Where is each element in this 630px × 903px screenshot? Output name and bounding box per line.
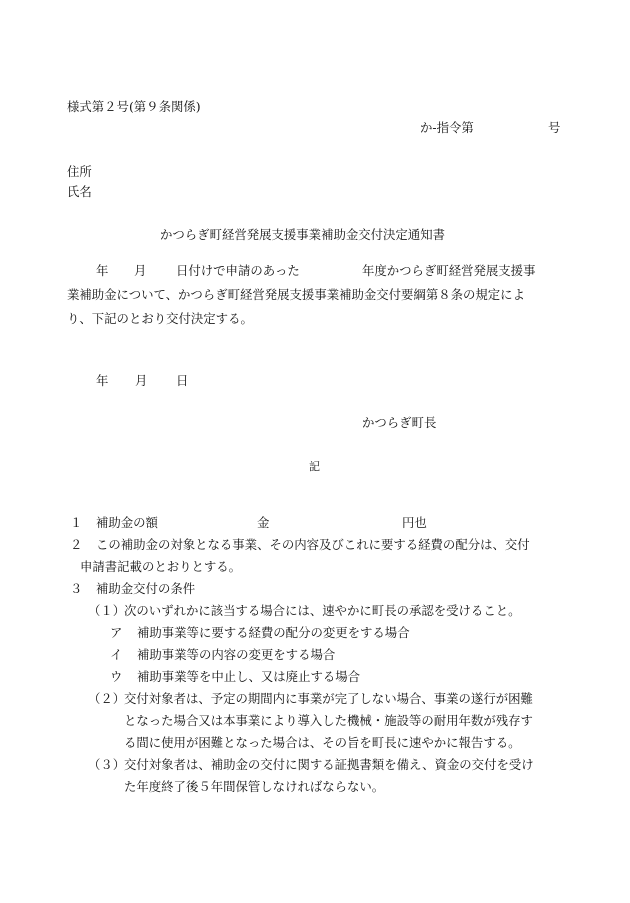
item1-label: 補助金の額 (96, 515, 158, 530)
form-label: 様式第２号(第９条関係) (67, 99, 201, 114)
sub1-i-number: イ (110, 647, 123, 662)
sub3-line-2: た年度終了後５年間保管しなければならない。 (124, 779, 385, 794)
document-title: かつらぎ町経営発展支援事業補助金交付決定通知書 (160, 227, 445, 242)
item3-number: ３ (70, 581, 83, 596)
body-line-2: 業補助金について、かつらぎ町経営発展支援事業補助金交付要綱第８条の規定によ (67, 287, 525, 302)
ki-mark: 記 (309, 460, 320, 473)
sub2-line-2: となった場合又は本事業により導入した機械・施設等の耐用年数が残存す (124, 713, 533, 728)
sub1-u-text: 補助事業等を中止し、又は廃止する場合 (137, 669, 361, 684)
issuer: かつらぎ町長 (362, 415, 437, 430)
address-label: 住所 (67, 164, 92, 179)
sub3-number: （３） (88, 757, 126, 772)
body-line-3: り、下記のとおり交付決定する。 (67, 311, 253, 326)
item1-number: １ (70, 515, 83, 530)
sub1-u-number: ウ (110, 669, 123, 684)
sub2-number: （２） (88, 691, 126, 706)
directive-number-prefix: か-指令第 (420, 120, 474, 135)
sub2-line-1: 交付対象者は、予定の期間内に事業が完了しない場合、事業の遂行が困難 (124, 691, 533, 706)
item1-kin: 金 (257, 515, 270, 530)
item2-number: ２ (70, 537, 83, 552)
sub1-i-text: 補助事業等の内容の変更をする場合 (137, 647, 336, 662)
sub2-line-3: る間に使用が困難となった場合は、その旨を町長に速やかに報告する。 (124, 735, 521, 750)
item2-line-2: 申請書記載のとおりとする。 (80, 559, 242, 574)
date-day: 日 (176, 373, 189, 388)
sub1-a-text: 補助事業等に要する経費の配分の変更をする場合 (137, 625, 410, 640)
sub1-text: 次のいずれかに該当する場合には、速やかに町長の承認を受けること。 (124, 603, 521, 618)
item2-line-1: この補助金の対象となる事業、その内容及びこれに要する経費の配分は、交付 (96, 537, 530, 552)
sub1-number: （１） (88, 603, 126, 618)
sub1-a-number: ア (110, 625, 123, 640)
date-month: 月 (135, 373, 148, 388)
item3-label: 補助金交付の条件 (96, 581, 196, 596)
name-label: 氏名 (67, 184, 92, 199)
item1-yen: 円也 (402, 515, 427, 530)
body-applied-text: 日付けで申請のあった (176, 263, 300, 278)
directive-number-suffix: 号 (548, 120, 561, 135)
body-month: 月 (134, 263, 147, 278)
body-fiscal-year-text: 年度かつらぎ町経営発展支援事 (362, 263, 536, 278)
sub3-line-1: 交付対象者は、補助金の交付に関する証拠書類を備え、資金の交付を受け (124, 757, 534, 772)
body-year: 年 (96, 263, 109, 278)
date-year: 年 (96, 373, 109, 388)
